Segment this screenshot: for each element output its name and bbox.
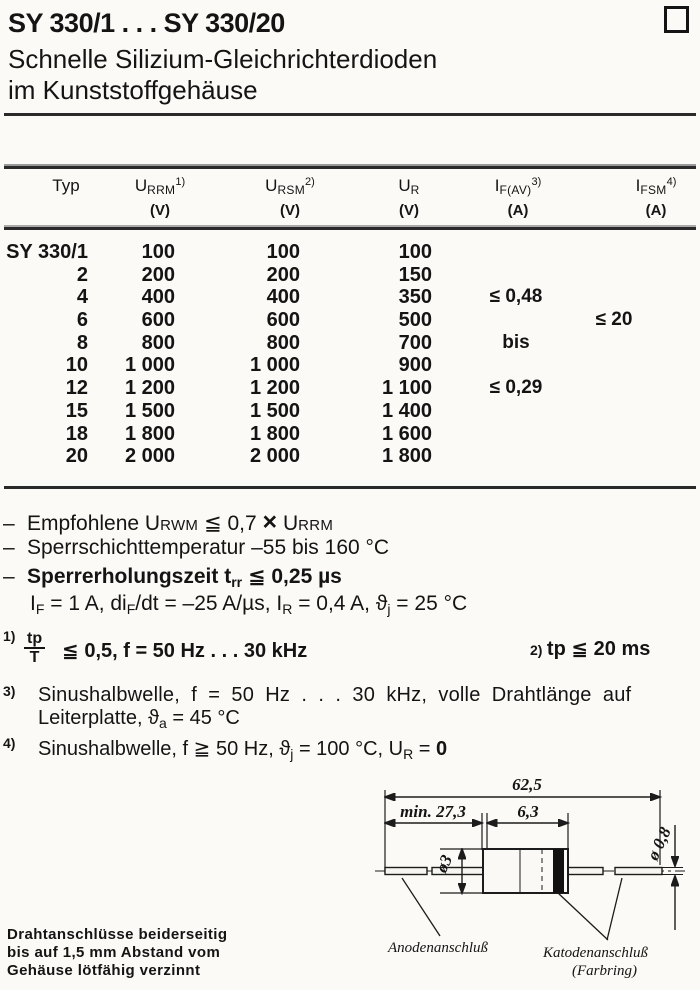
table-column-ur [345,241,432,468]
footnote-3-ref: 3) [3,683,16,699]
table-cell: 100 [266,241,300,263]
table-cell: 1 100 [381,377,432,400]
table-cell: 600 [141,309,175,332]
anode-label: Anodenanschluß [388,940,488,956]
table-cell [562,264,666,287]
footnote-2-ref: 2) [530,642,543,658]
column-header-label: IF(AV)$^{3)}$ [494,176,542,197]
table-cell: 200 [266,263,300,286]
table-cell: 1 200 [249,377,300,400]
table-cell [562,332,666,355]
column-header-label: Typ [52,176,80,195]
table-cell: 1 600 [381,422,432,445]
footnote-1-text: ≦ 0,5, f = 50 Hz . . . 30 kHz [62,640,308,662]
table-cell: 1 000 [124,354,175,377]
note-reverse-recovery: – Sperrerholungszeit trr ≦ 0,25 µs [3,565,342,590]
page-title: SY 330/1 . . . SY 330/20 [8,8,285,38]
note-recommended-urwm: – Empfohlene URWM ≦ 0,7 × URRM [3,508,334,536]
table-cell: 700 [398,331,432,354]
table-top-rule [4,166,696,169]
table-cell [562,400,666,423]
footnote-3-line-2: Leiterplatte, $ϑ_a = 45$ °C [38,707,240,731]
table-cell: 1 200 [124,377,175,400]
dim-body-length-label: 6,3 [517,802,539,821]
cathode-label: Katodenanschluß [543,945,648,961]
cathode-pointer-line-lead [607,878,622,940]
footnote-3-line-1: Sinushalbwelle, f = 50 Hz . . . 30 kHz, volle Drahtlänge auf [38,684,632,706]
column-header-typ [31,176,101,196]
table-bottom-rule [4,486,696,489]
table-cell: 4 [76,286,88,309]
corner-square-icon [664,6,689,33]
table-cell: bis [502,331,530,353]
column-unit: (V) [150,202,170,219]
table-cell: 150 [398,263,432,286]
dim-body-dia-label: ø3 [431,851,457,876]
table-cell: 350 [398,286,432,309]
dash-bullet: – [3,536,15,559]
dash-bullet: – [3,565,15,588]
table-cell: 100 [141,241,175,263]
table-cell: 1 800 [381,445,432,468]
table-cell: 8 [76,331,88,354]
times-sign: × [262,508,278,536]
column-unit: (A) [645,202,667,219]
dash-bullet: – [3,512,15,535]
table-cell [464,445,568,468]
table-cell: 500 [398,309,432,332]
table-cell: 10 [65,354,88,377]
table-cell: 800 [141,331,175,354]
table-column-ursm [215,241,300,468]
table-cell: 400 [266,286,300,309]
table-cell: 1 500 [249,399,300,422]
table-cell [464,264,568,287]
table-cell [464,400,568,423]
footnote-4-ref: 4) [3,735,16,751]
table-cell [562,286,666,309]
table-cell [464,241,568,264]
table-cell: 18 [65,422,88,445]
column-header-label: URSM$^{2)}$ [265,176,315,197]
footnote-2-text: tp ≦ 20 ms [546,638,651,660]
table-cell: ≤ 0,48 [489,286,543,308]
table-cell: 800 [266,331,300,354]
note-test-conditions: IF = 1 A, diF/dt = –25 A/µs, IR = 0,4 A, ϑj = 25 °C [30,592,468,617]
table-cell [464,423,568,446]
table-cell: SY 330/1 [6,241,88,263]
lead-right-outer [615,868,662,875]
table-cell [562,423,666,446]
lead-right-inner [568,868,603,875]
column-unit: (A) [507,202,529,219]
solder-caption-line-3: Gehäuse lötfähig verzinnt [7,962,201,979]
page-subtitle [8,44,437,106]
footnote-2 [530,636,650,661]
column-header-ifsm [600,176,700,219]
header-divider [4,113,696,116]
table-cell: 20 [65,445,88,468]
table-cell [464,309,568,332]
dim-lead-min-label: min. 27,3 [400,802,466,821]
table-cell [562,354,666,377]
table-column-ifsm [562,241,666,468]
column-header-ur [354,176,464,219]
column-unit: (V) [280,202,300,219]
table-column-typ [0,241,88,468]
note-junction-temperature: – Sperrschichttemperatur –55 bis 160 °C [3,536,390,559]
cathode-band [553,849,564,893]
subtitle-line-2: im Kunststoffgehäuse [8,75,258,105]
table-cell: ≤ 20 [595,309,633,331]
table-cell: 600 [266,309,300,332]
table-cell: ≤ 0,29 [489,377,543,399]
table-cell: 1 800 [249,422,300,445]
dim-total-label: 62,5 [512,775,542,794]
table-cell: 15 [65,399,88,422]
footnote-1-ref: 1) [3,628,16,644]
table-cell: 12 [65,377,88,400]
column-header-label: IFSM$^{4)}$ [635,176,677,197]
table-cell: 100 [398,241,432,263]
table-cell: 2 000 [249,445,300,468]
table-header-rule [4,227,696,230]
table-cell [562,241,666,264]
table-cell: 2 000 [124,445,175,468]
cathode-pointer-line-band [558,893,608,940]
table-cell [562,377,666,400]
lead-left-outer [385,868,427,875]
table-cell: 1 500 [124,399,175,422]
table-cell: 1 000 [249,354,300,377]
table-column-ifav [464,241,568,468]
dim-wire-dia-label: ø 0,8 [643,824,675,864]
table-cell: 200 [141,263,175,286]
column-header-urrm [105,176,215,219]
table-cell: 900 [398,354,432,377]
table-cell [464,354,568,377]
anode-pointer-line [402,878,440,936]
table-cell: 1 400 [381,399,432,422]
footnote-4-text: Sinushalbwelle, f ≧ 50 Hz, $ϑ_j = 100$ °C, $U_R = 0$ [38,738,448,762]
table-cell: 400 [141,286,175,309]
package-outline-diagram [350,770,700,988]
table-column-urrm [95,241,175,468]
solder-caption-line-1: Drahtanschlüsse beiderseitig [7,926,228,943]
cathode-label-farbring: (Farbring) [572,963,637,979]
column-header-ifav [462,176,574,219]
subtitle-line-1: Schnelle Silizium-Gleichrichterdioden [8,44,438,74]
table-cell: 6 [76,309,88,332]
column-header-ursm [235,176,345,219]
column-unit: (V) [399,202,419,219]
column-header-label: URRM$^{1)}$ [134,176,186,197]
table-cell: 1 800 [124,422,175,445]
table-cell [562,445,666,468]
footnote-1-fraction: $\frac{tp}{T}$ [24,631,45,665]
solder-caption-line-2: bis auf 1,5 mm Abstand vom [7,944,221,961]
table-cell: 2 [76,263,88,286]
column-header-label: UR [398,176,420,197]
